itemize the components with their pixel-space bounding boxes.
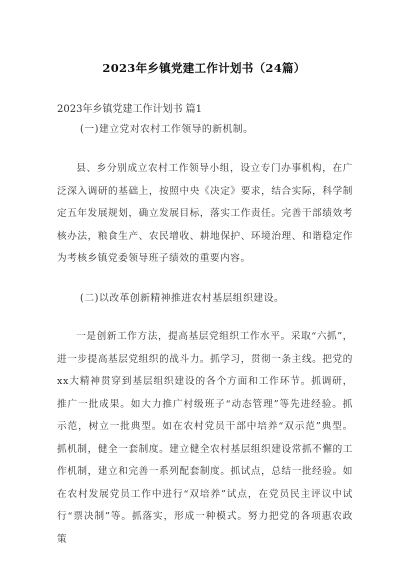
section-2-body: 一是创新工作方法，提高基层党组织工作水平。采取“六抓”，进一步提高基层党组织的战斗力。抓学习，贯彻一条主线。把党的xx大精神贯穿到基层组织建设的各个方面和工作环节。抓调研，推广一批成果。如大力推广村级班子“动态管理”等先进经验。抓示范，树立一批典型。如在农村党员干部中培养“双示范”典型。抓机制，健全一套制度。建立健全农村基层组织建设常抓不懈的工作机制，建立和完善一系列配套制度。抓试点，总结一批经验。如在农村发展党员工作中进行“双培养”试点，在党员民主评议中试行“票决制”等。抓落实，形成一种模式。努力把党的各项惠农政策 [57, 331, 353, 545]
document-title: 2023年乡镇党建工作计划书（24篇） [102, 61, 306, 75]
chapter-subtitle: 2023年乡镇党建工作计划书 篇1 [57, 104, 202, 115]
section-1-heading: (一)建立党对农村工作领导的新机制。 [80, 124, 254, 135]
section-1-body: 县、乡分别成立农村工作领导小组，设立专门办事机构，在广泛深入调研的基础上，按照中央《决定》要求，结合实际，科学制定五年发展规划，确立发展目标，落实工作责任。完善干部绩效考核办法，粮食生产、农民增收、耕地保护、环境治理、和谐稳定作为考核乡镇党委领导班子绩效的重要内容。 [57, 163, 353, 264]
section-2-heading: (二)以改革创新精神推进农村基层组织建设。 [80, 293, 285, 304]
